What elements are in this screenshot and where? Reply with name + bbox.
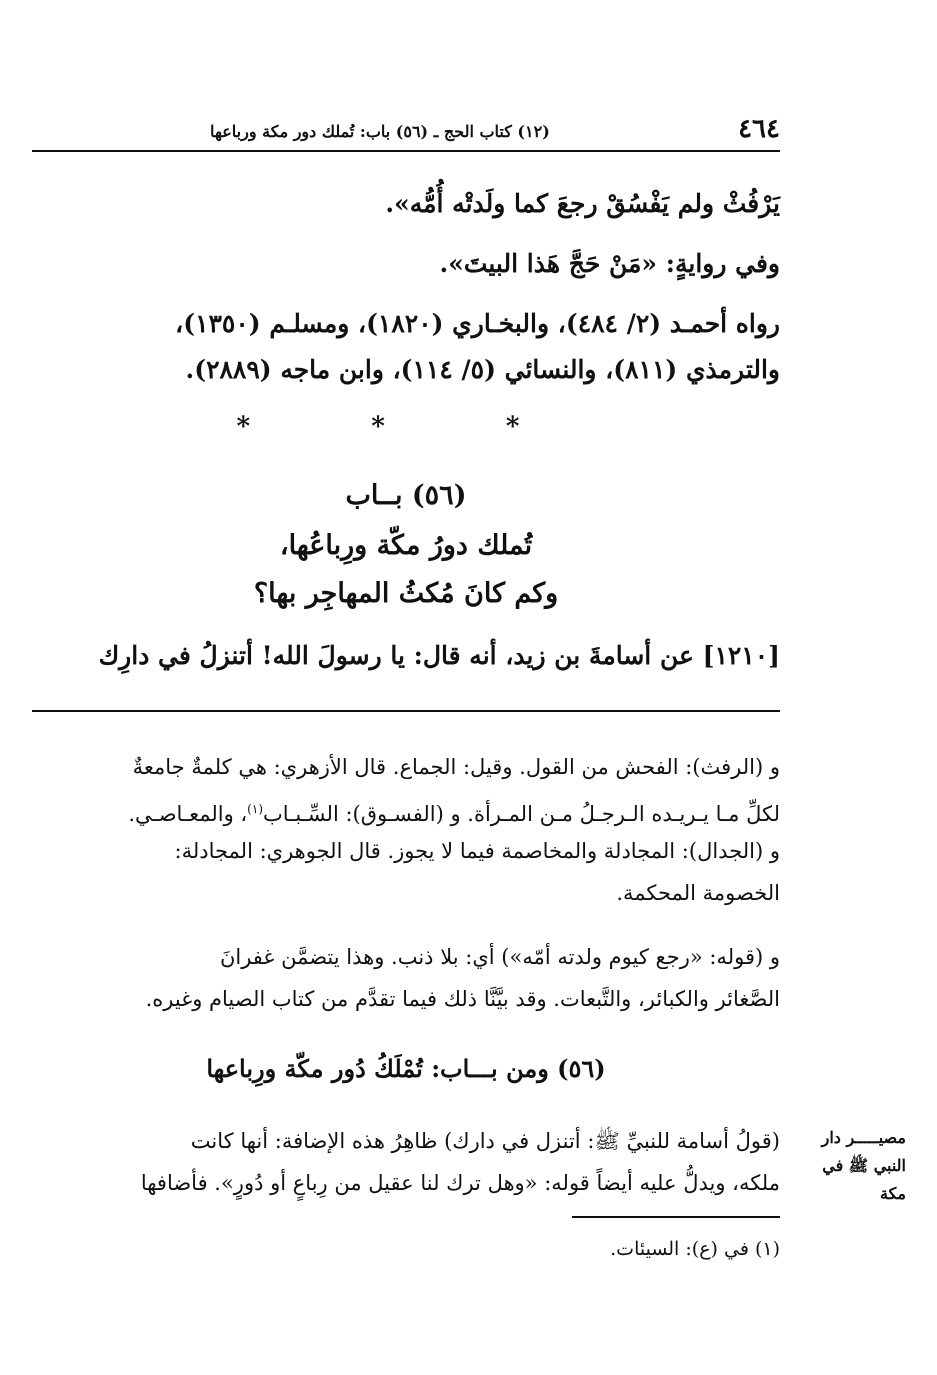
- footnote-rule: [572, 1216, 780, 1218]
- running-header: [32, 108, 780, 150]
- commentary-rule: [32, 710, 780, 712]
- footnote: (١) في (ع): السيئات.: [610, 1238, 780, 1260]
- commentary-line: الصَّغائر والكبائر، والتَّبعات. وقد بيَّنَّا ذلك فيما تقدَّم من كتاب الصيام وغيره.: [145, 987, 780, 1011]
- chapter-title: تُملك دورُ مكّة ورِباعُها،: [279, 530, 533, 561]
- hadith-1210: [١٢١٠] عن أسامةَ بن زيد، أنه قال: يا رسولَ الله! أتنزلُ في دارِك: [98, 641, 780, 670]
- hadith-source-line: رواه أحمـد (٢/ ٤٨٤)، والبخـاري (١٨٢٠)، ومسلـم (١٣٥٠)،: [175, 309, 780, 338]
- page-number: ٤٦٤: [738, 114, 780, 144]
- section-separator-stars: * * *: [236, 412, 576, 442]
- commentary-line: ملكه، ويدلُّ عليه أيضاً قوله: «وهل ترك لنا عقيل من رِباعٍ أو دُورٍ». فأضافها: [140, 1171, 780, 1195]
- commentary-line: لكلِّ مـا يـريـده الـرجـلُ مـن المـرأة. و (الفسـوق): السِّـبـاب$^{(١)}$، والمعـاصـي.: [128, 802, 780, 826]
- hadith-text-line: وفي روايةٍ: «مَنْ حَجَّ هَذا البيتَ».: [439, 249, 780, 278]
- commentary-section-heading: (٥٦) ومن بـــاب: تُمْلَكُ دُور مكّة ورِباعها: [206, 1054, 606, 1083]
- hadith-text-line: يَرْفُثْ ولم يَفْسُقْ رجعَ كما ولَدتْه أُمُّه».: [385, 189, 780, 218]
- commentary-line: (قولُ أسامة للنبيِّ ﷺ: أتنزل في دارك) ظاهِرُ هذه الإضافة: أنها كانت: [190, 1129, 780, 1153]
- commentary-line: و (الجدال): المجادلة والمخاصمة فيما لا يجوز. قال الجوهري: المجادلة:: [174, 839, 780, 863]
- header-rule: [32, 150, 780, 152]
- running-title: (١٢) كتاب الحج ـ (٥٦) باب: تُملك دور مكة ورباعها: [210, 122, 550, 141]
- footnote-ref: (١): [247, 802, 263, 816]
- chapter-title: وكم كانَ مُكثُ المهاجِر بها؟: [253, 578, 559, 609]
- commentary-line: و (قوله: «رجع كيوم ولدته أمّه») أي: بلا ذنب. وهذا يتضمَّن غفرانَ: [219, 945, 780, 969]
- margin-note: مصيـــــر دار النبي ﷺ في مكة: [821, 1128, 906, 1203]
- hadith-source-line: والترمذي (٨١١)، والنسائي (٥/ ١١٤)، وابن ماجه (٢٨٨٩).: [185, 355, 780, 384]
- chapter-number: (٥٦) بــاب: [345, 480, 467, 511]
- commentary-line: و (الرفث): الفحش من القول. وقيل: الجماع. قال الأزهري: هي كلمةٌ جامعةٌ: [132, 755, 780, 779]
- commentary-line: الخصومة المحكمة.: [616, 881, 780, 905]
